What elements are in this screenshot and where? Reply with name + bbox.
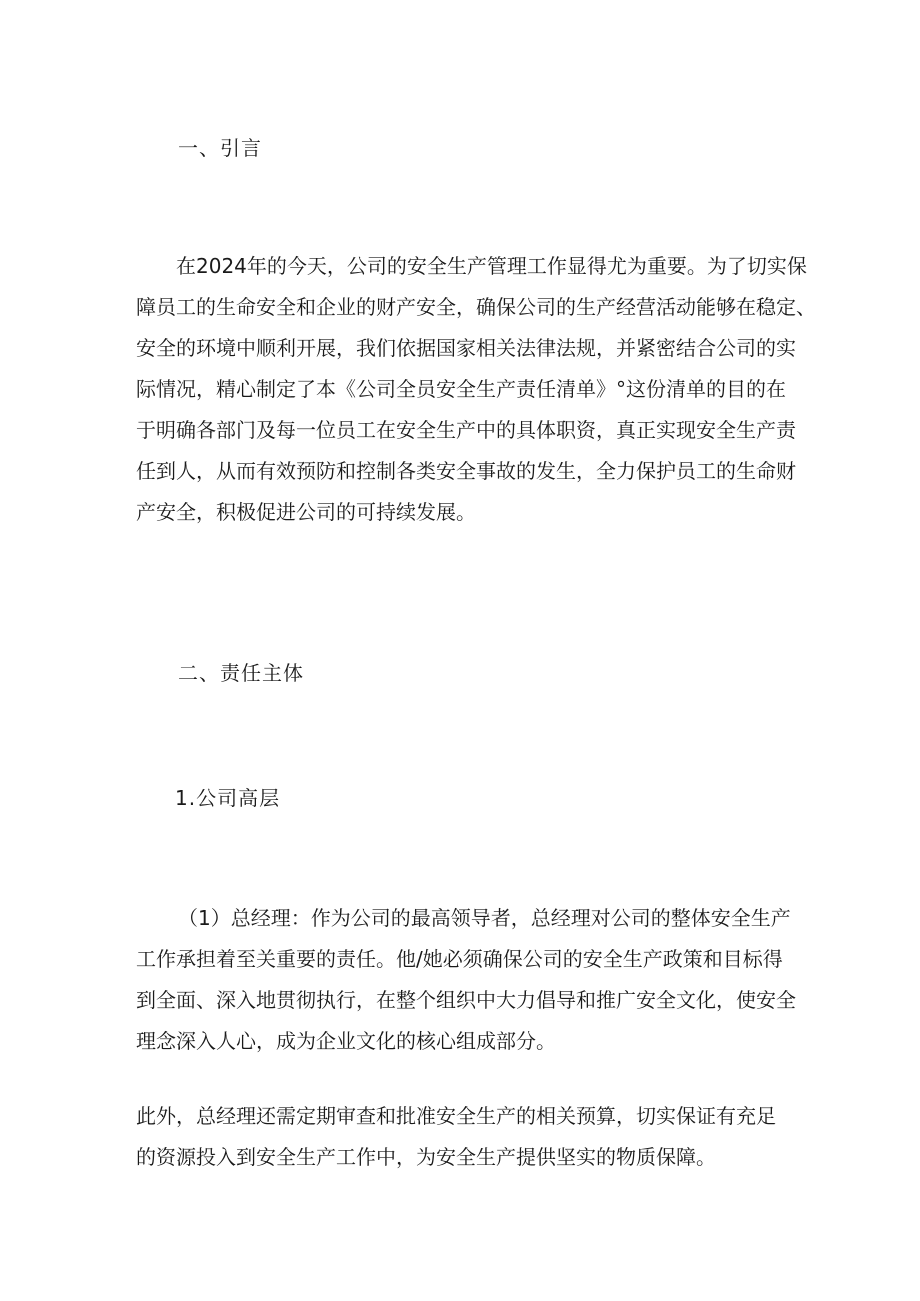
paragraph-line: 于明确各部门及每一位员工在安全生产中的具体职资，真正实现安全生产责 bbox=[136, 418, 796, 442]
paragraph-line: 障员工的生命安全和企业的财产安全，确保公司的生产经营活动能够在稳定、 bbox=[136, 295, 816, 319]
paragraph-line: 任到人，从而有效预防和控制各类安全事故的发生，全力保护员工的生命财 bbox=[136, 459, 796, 483]
general-manager-additional-paragraph bbox=[136, 1096, 796, 1178]
section-heading-responsibility-subject: 二、责任主体 bbox=[178, 661, 304, 685]
paragraph-line: 工作承担着至关重要的责任。他/她必须确保公司的安全生产政策和目标得 bbox=[136, 947, 783, 971]
paragraph-line: 安全的环境中顺利开展，我们依据国家相关法律法规，并紧密结合公司的实 bbox=[136, 336, 796, 360]
general-manager-paragraph bbox=[136, 898, 796, 1062]
paragraph-line: 产安全，积极促进公司的可持续发展。 bbox=[136, 500, 476, 524]
section-heading-introduction: 一、引言 bbox=[178, 136, 262, 160]
paragraph-line: 理念深入人心，成为企业文化的核心组成部分。 bbox=[136, 1029, 556, 1053]
paragraph-line: 到全面、深入地贯彻执行，在整个组织中大力倡导和推广安全文化，使安全 bbox=[136, 988, 796, 1012]
paragraph-line: 此外，总经理还需定期审查和批准安全生产的相关预算，切实保证有充足 bbox=[136, 1104, 776, 1128]
sub-heading-senior-management: 1.公司高层 bbox=[175, 786, 281, 810]
paragraph-line: （1）总经理：作为公司的最高领导者，总经理对公司的整体安全生产 bbox=[178, 906, 791, 930]
introduction-paragraph bbox=[136, 246, 816, 533]
paragraph-line: 在2024年的今天，公司的安全生产管理工作显得尤为重要。为了切实保 bbox=[176, 254, 807, 278]
paragraph-line: 际情况，精心制定了本《公司全员安全生产责任清单》°这份清单的目的在 bbox=[136, 377, 786, 401]
paragraph-line: 的资源投入到安全生产工作中，为安全生产提供坚实的物质保障。 bbox=[136, 1145, 716, 1169]
